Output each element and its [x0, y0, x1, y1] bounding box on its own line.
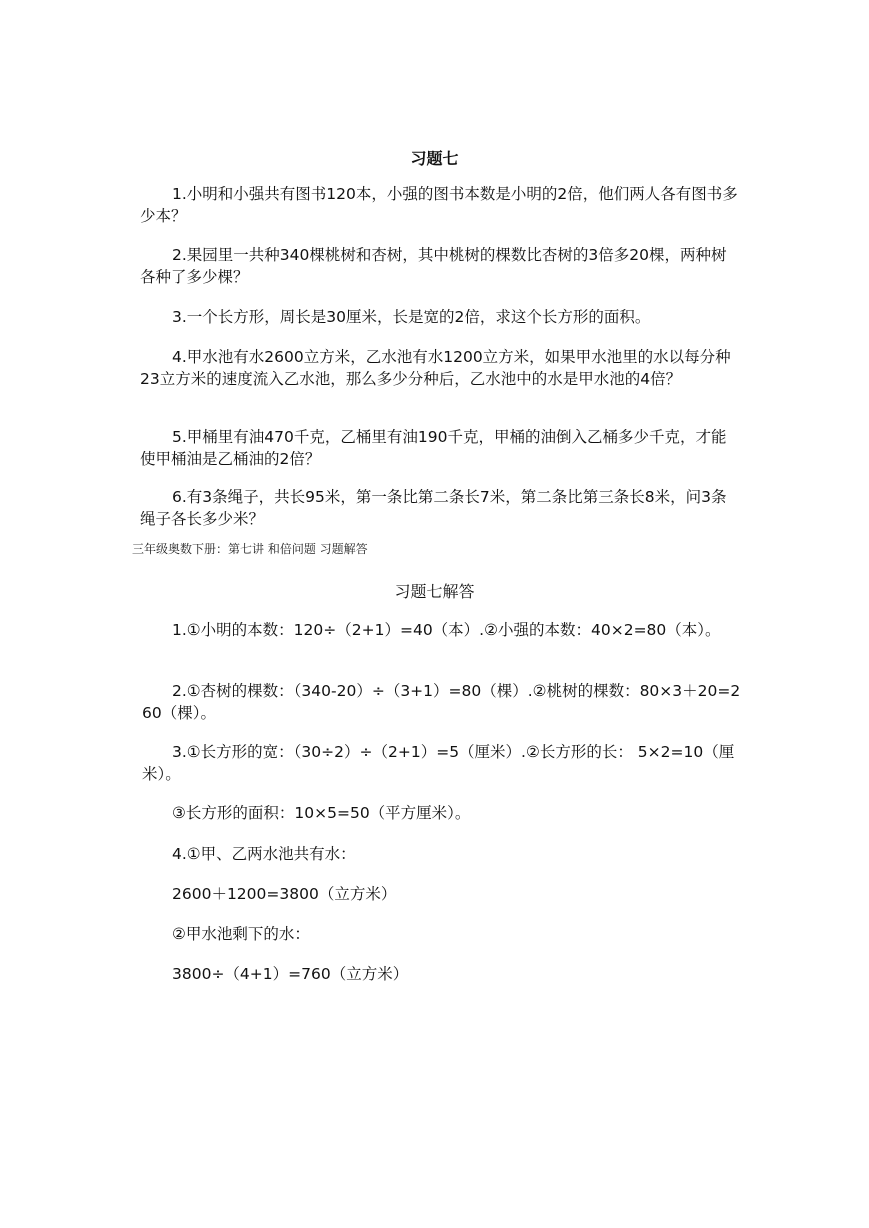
problem-4: 4.甲水池有水2600立方米，乙水池有水1200立方米，如果甲水池里的水以每分种23立方米的速度流入乙水池，那么多少分种后，乙水池中的水是甲水池的4倍？	[140, 348, 731, 388]
problem-6: 6.有3条绳子，共长95米，第一条比第二条长7米，第二条比第三条长8米，问3条绳子各长多少米？	[140, 488, 727, 528]
answer-3-area: ③长方形的面积：10×5=50（平方厘米）。	[172, 804, 471, 822]
answers-title: 习题七解答	[394, 582, 475, 601]
answer-3: 3.①长方形的宽：（30÷2）÷（2+1）=5（厘米）.②长方形的长： 5×2=10（厘米）。	[142, 743, 735, 783]
lesson-subtitle: 三年级奥数下册：第七讲 和倍问题 习题解答	[132, 542, 368, 556]
problem-2: 2.果园里一共种340棵桃树和杏树，其中桃树的棵数比杏树的3倍多20棵，两种树各种了多少棵？	[140, 246, 727, 286]
problem-3: 3.一个长方形，周长是30厘米，长是宽的2倍，求这个长方形的面积。	[172, 308, 651, 326]
problem-5: 5.甲桶里有油470千克，乙桶里有油190千克，甲桶的油倒入乙桶多少千克，才能使甲桶油是乙桶油的2倍？	[140, 428, 727, 468]
problem-1: 1.小明和小强共有图书120本，小强的图书本数是小明的2倍，他们两人各有图书多少本？	[140, 185, 738, 225]
answer-4-remaining: 3800÷（4+1）=760（立方米）	[172, 965, 409, 983]
answer-1: 1.①小明的本数：120÷（2+1）=40（本）.②小强的本数：40×2=80（本）。	[172, 621, 721, 639]
answer-4-total: 2600＋1200=3800（立方米）	[172, 885, 397, 903]
answer-4-step1: 4.①甲、乙两水池共有水：	[172, 845, 356, 863]
answer-4-step2: ②甲水池剩下的水：	[172, 925, 310, 943]
exercise-title: 习题七	[410, 149, 459, 168]
answer-2: 2.①杏树的棵数：（340-20）÷（3+1）=80（棵）.②桃树的棵数：80×3＋20=260（棵）。	[142, 682, 741, 722]
